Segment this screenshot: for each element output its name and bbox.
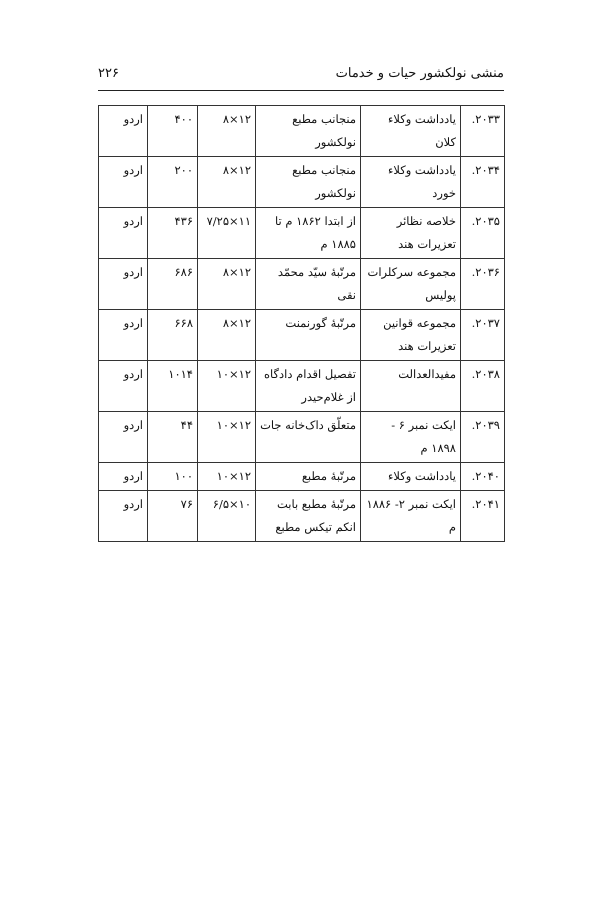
entry-language: اردو bbox=[99, 157, 148, 208]
table-row bbox=[99, 157, 505, 208]
entry-title: یادداشت وکلاء کلان bbox=[361, 106, 461, 157]
table-row bbox=[99, 361, 505, 412]
entry-number: ۲۰۳۳. bbox=[461, 106, 505, 157]
entry-number: ۲۰۳۸. bbox=[461, 361, 505, 412]
entry-pages: ۴۴ bbox=[148, 412, 198, 463]
table-row bbox=[99, 310, 505, 361]
entry-title: ایکت نمبر ۲- ۱۸۸۶ م bbox=[361, 491, 461, 542]
entry-number: ۲۰۴۱. bbox=[461, 491, 505, 542]
entry-pages: ۱۰۰ bbox=[148, 463, 198, 491]
entry-language: اردو bbox=[99, 412, 148, 463]
table-row bbox=[99, 491, 505, 542]
entry-size: ۱۲×۸ bbox=[198, 157, 256, 208]
entry-size: ۱۲×۸ bbox=[198, 310, 256, 361]
entry-title: مجموعه سرکلرات پولیس bbox=[361, 259, 461, 310]
entry-publisher: منجانب مطبع نولکشور bbox=[256, 106, 361, 157]
entry-title: مجموعه قوانین تعزیرات هند bbox=[361, 310, 461, 361]
entry-number: ۲۰۳۶. bbox=[461, 259, 505, 310]
entry-pages: ۴۳۶ bbox=[148, 208, 198, 259]
entry-number: ۲۰۳۵. bbox=[461, 208, 505, 259]
page-header bbox=[98, 64, 504, 91]
entry-title: یادداشت وکلاء خورد bbox=[361, 157, 461, 208]
entry-size: ۱۲×۸ bbox=[198, 259, 256, 310]
entry-language: اردو bbox=[99, 259, 148, 310]
table-row bbox=[99, 208, 505, 259]
table-row bbox=[99, 259, 505, 310]
entry-language: اردو bbox=[99, 491, 148, 542]
entry-publisher: مرتّبهٔ مطبع bbox=[256, 463, 361, 491]
entry-pages: ۷۶ bbox=[148, 491, 198, 542]
catalog-table bbox=[98, 105, 505, 542]
entry-language: اردو bbox=[99, 106, 148, 157]
table-row bbox=[99, 412, 505, 463]
entry-size: ۱۲×۱۰ bbox=[198, 361, 256, 412]
entry-publisher: متعلّق داک‌خانه جات bbox=[256, 412, 361, 463]
entry-publisher: مرتّبهٔ گورنمنت bbox=[256, 310, 361, 361]
entry-number: ۲۰۴۰. bbox=[461, 463, 505, 491]
entry-number: ۲۰۳۴. bbox=[461, 157, 505, 208]
entry-size: ۱۲×۸ bbox=[198, 106, 256, 157]
entry-pages: ۴۰۰ bbox=[148, 106, 198, 157]
entry-publisher: از ابتدا ۱۸۶۲ م تا ۱۸۸۵ م bbox=[256, 208, 361, 259]
entry-publisher: تفصیل اقدام دادگاه از غلام‌حیدر bbox=[256, 361, 361, 412]
table-row bbox=[99, 106, 505, 157]
running-title: منشی نولکشور حیات و خدمات bbox=[335, 66, 504, 81]
entry-size: ۱۲×۱۰ bbox=[198, 463, 256, 491]
entry-language: اردو bbox=[99, 463, 148, 491]
entry-size: ۱۲×۱۰ bbox=[198, 412, 256, 463]
entry-number: ۲۰۳۹. bbox=[461, 412, 505, 463]
entry-publisher: مرتّبهٔ مطبع بابت انکم تیکس مطبع bbox=[256, 491, 361, 542]
entry-size: ۱۰×۶/۵ bbox=[198, 491, 256, 542]
table-row bbox=[99, 463, 505, 491]
entry-pages: ۶۸۶ bbox=[148, 259, 198, 310]
entry-pages: ۱۰۱۴ bbox=[148, 361, 198, 412]
entry-title: یادداشت وکلاء bbox=[361, 463, 461, 491]
entry-title: خلاصه نظائر تعزیرات هند bbox=[361, 208, 461, 259]
entry-size: ۱۱×۷/۲۵ bbox=[198, 208, 256, 259]
page-number: ۲۲۶ bbox=[98, 66, 119, 81]
entry-publisher: مرتّبهٔ سیّد محمّد نقی bbox=[256, 259, 361, 310]
entry-pages: ۲۰۰ bbox=[148, 157, 198, 208]
entry-title: مفیدالعدالت bbox=[361, 361, 461, 412]
entry-language: اردو bbox=[99, 310, 148, 361]
entry-title: ایکت نمبر ۶ - ۱۸۹۸ م bbox=[361, 412, 461, 463]
entry-pages: ۶۶۸ bbox=[148, 310, 198, 361]
entry-publisher: منجانب مطبع نولکشور bbox=[256, 157, 361, 208]
entry-language: اردو bbox=[99, 208, 148, 259]
entry-language: اردو bbox=[99, 361, 148, 412]
entry-number: ۲۰۳۷. bbox=[461, 310, 505, 361]
